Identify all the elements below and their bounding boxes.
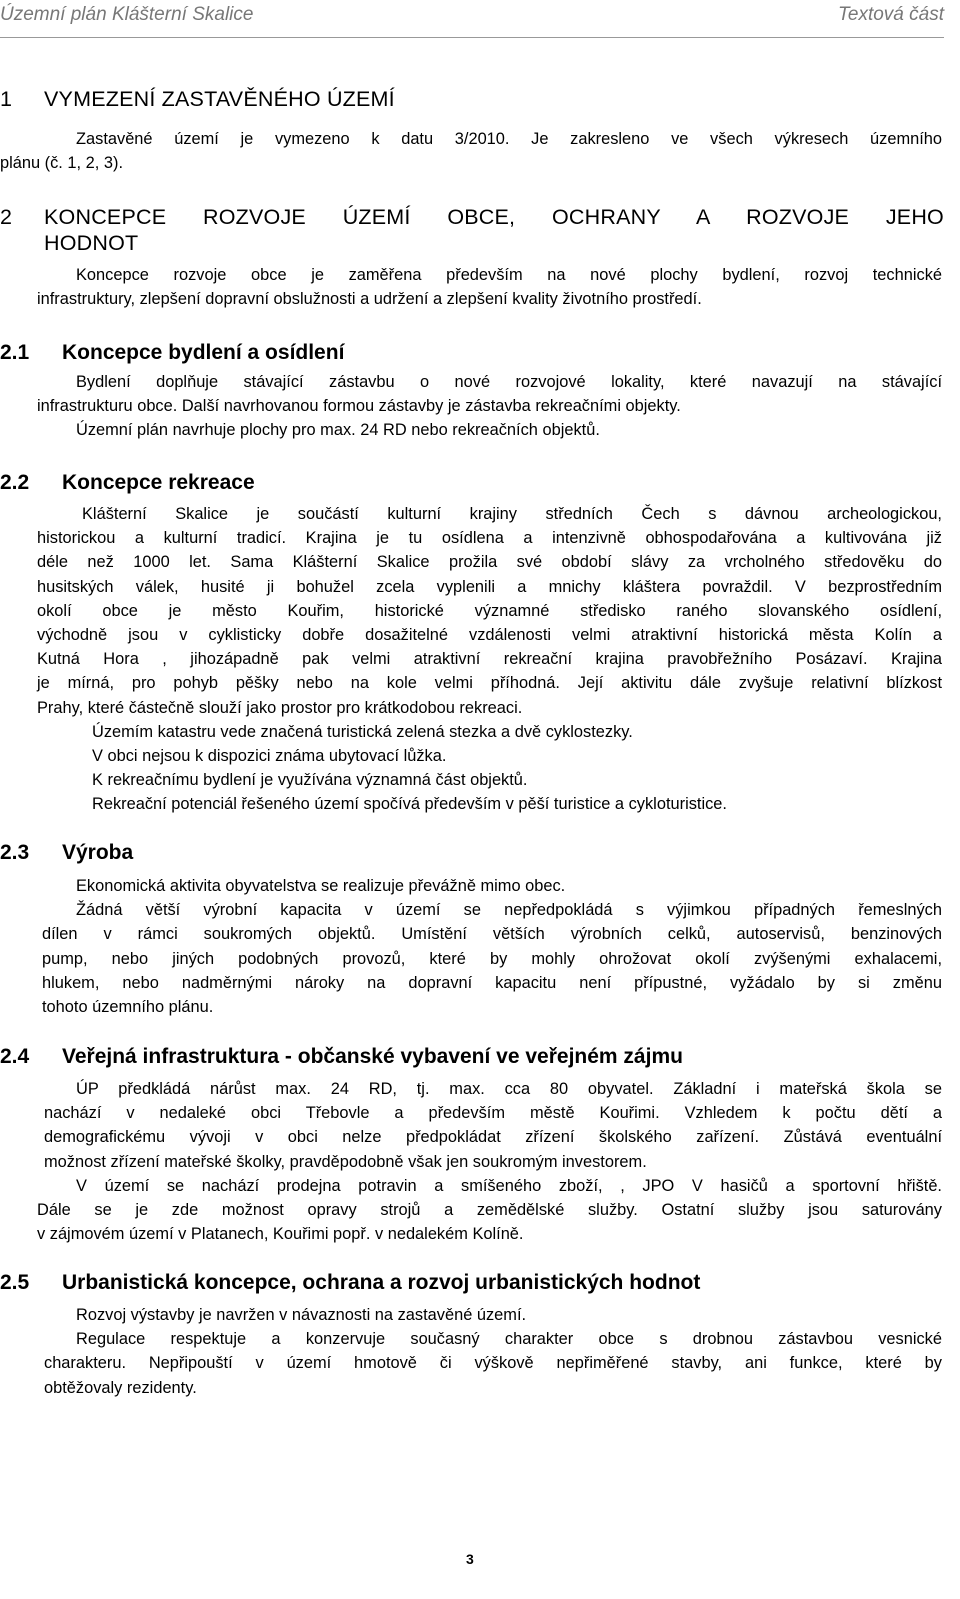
text-line: Bydlení doplňuje stávající zástavbu o nové rozvojové lokality, které navazují na stávající	[76, 373, 942, 391]
text-line: okolí obce je město Kouřim, historické významné středisko raného slovanského osídlení,	[37, 601, 942, 620]
heading-title: Urbanistická koncepce, ochrana a rozvoj urbanistických hodnot	[62, 1271, 701, 1294]
heading-section-1	[0, 86, 944, 112]
paragraph-s2	[37, 263, 942, 311]
heading-title-line: KONCEPCE ROZVOJE ÚZEMÍ OBCE, OCHRANY A ROZVOJE JEHO	[44, 205, 944, 229]
text-line: Koncepce rozvoje obce je zaměřena především na nové plochy bydlení, rozvoj technické	[76, 266, 942, 284]
text-line: nachází v nedaleké obci Třebovle a především městě Kouřimi. Vzhledem k počtu dětí a	[44, 1104, 942, 1123]
text-line: hlukem, nebo nadměrnými nároky na dopravní kapacitu není přípustné, vyžádalo by si změnu	[42, 973, 942, 992]
heading-section-2	[0, 204, 944, 256]
text-line: možnost zřízení mateřské školky, pravděpodobně však jen soukromým investorem.	[44, 1152, 647, 1171]
paragraph-s2-3	[42, 874, 942, 1019]
text-line: v zájmovém území v Platanech, Kouřimi popř. v nedalekém Kolíně.	[37, 1225, 524, 1244]
text-line: infrastrukturu obce. Další navrhovanou formou zástavby je zástavba rekreačními objekty.	[37, 397, 681, 416]
header-rule	[0, 37, 944, 38]
text-line: dílen v rámci soukromých objektů. Umístění větších výrobních celků, autoservisů, benzinových	[42, 925, 942, 944]
heading-title: Výroba	[62, 841, 134, 864]
text-line: infrastruktury, zlepšení dopravní obslužnosti a udržení a zlepšení kvality životního prostředí.	[37, 290, 702, 309]
heading-title: Koncepce rekreace	[62, 471, 255, 494]
text-line: Klášterní Skalice je součástí kulturní krajiny středních Čech s dávnou archeologickou,	[82, 505, 942, 523]
paragraph-s1	[0, 127, 942, 175]
text-line: Kutná Hora , jihozápadně pak velmi atraktivní rekreační krajina pravobřežního Posázaví. Krajina	[37, 650, 942, 669]
text-line: charakteru. Nepřipouští v území hmotově či výškově nepřiměřené stavby, ani funkce, které by	[44, 1354, 942, 1373]
paragraph-s2-4	[44, 1077, 942, 1174]
text-line: Rozvoj výstavby je navržen v návaznosti na zastavěné území.	[76, 1306, 527, 1324]
heading-number: 2.5	[0, 1271, 30, 1294]
text-line: husitských válek, husité ji bohužel zcela vyplenili a mnichy kláštera povraždil. V bezprostředním	[37, 577, 942, 596]
text-line: obtěžovaly rezidenty.	[44, 1378, 197, 1397]
text-line: Ekonomická aktivita obyvatelstva se realizuje převážně mimo obec.	[76, 877, 566, 895]
paragraph-s2-5	[44, 1303, 942, 1400]
text-line: Dále se je zde možnost opravy strojů a zemědělské služby. Ostatní služby jsou saturovány	[37, 1201, 942, 1220]
heading-number: 2.1	[0, 341, 30, 364]
text-line: Územím katastru vede značená turistická zelená stezka a dvě cyklostezky.	[92, 722, 633, 741]
page-header	[0, 4, 944, 38]
text-line: demografickému vývoji v obci nelze předpokládat zřízení školského zařízení. Zůstává eventuální	[44, 1128, 942, 1147]
text-line: K rekreačnímu bydlení je využívána významná část objektů.	[92, 771, 528, 790]
text-line: V území se nachází prodejna potravin a smíšeného zboží, , JPO V hasičů a sportovní hřiště.	[76, 1177, 942, 1195]
text-line: Rekreační potenciál řešeného území spočívá především v pěší turistice a cykloturistice.	[92, 795, 727, 814]
paragraph-s2-2	[37, 502, 942, 817]
text-line: Regulace respektuje a konzervuje současný charakter obce s drobnou zástavbou vesnické	[76, 1330, 942, 1349]
heading-title: VYMEZENÍ ZASTAVĚNÉHO ÚZEMÍ	[44, 87, 395, 111]
text-line: historickou a kulturní tradicí. Krajina je tu osídlena a intenzivně obhospodařována a kultivována již	[37, 529, 942, 548]
text-line: tohoto územního plánu.	[42, 998, 214, 1017]
text-line: V obci nejsou k dispozici známa ubytovací lůžka.	[92, 747, 447, 766]
text-line: pump, nebo jiných podobných provozů, které by mohly ohrožovat okolí zvýšenými exhalacemi,	[42, 949, 942, 968]
heading-number: 2.3	[0, 841, 30, 864]
text-line: ÚP předkládá nárůst max. 24 RD, tj. max. cca 80 obyvatel. Základní i mateřská škola se	[76, 1080, 942, 1098]
text-line: Zastavěné území je vymezeno k datu 3/2010. Je zakresleno ve všech výkresech územního	[76, 130, 942, 148]
heading-title: Koncepce bydlení a osídlení	[62, 341, 345, 364]
page-number: 3	[466, 1551, 474, 1567]
header-document-title: Územní plán Klášterní Skalice	[0, 4, 254, 25]
text-line: plánu (č. 1, 2, 3).	[0, 154, 123, 173]
text-line: déle než 1000 let. Sama Klášterní Skalice prožila své období slávy za vrcholného středověku do	[37, 553, 942, 572]
heading-number: 2	[0, 205, 13, 229]
paragraph-s2-4b	[37, 1174, 942, 1247]
heading-number: 1	[0, 87, 13, 111]
heading-title: Veřejná infrastruktura - občanské vybavení ve veřejném zájmu	[62, 1045, 683, 1068]
text-line: Územní plán navrhuje plochy pro max. 24 RD nebo rekreačních objektů.	[76, 421, 600, 440]
paragraph-s2-1	[37, 370, 942, 443]
text-line: je mírná, pro pohyb pěšky nebo na kole velmi příhodná. Její aktivitu dále zvyšuje relativní blízkost	[37, 674, 942, 693]
heading-number: 2.4	[0, 1045, 30, 1068]
heading-number: 2.2	[0, 471, 30, 494]
text-line: východně jsou v cyklisticky dobře dosažitelné vzdálenosti velmi atraktivní historická města Kolín a	[37, 626, 942, 645]
heading-title-line: HODNOT	[44, 231, 139, 255]
text-line: Žádná větší výrobní kapacita v území se nepředpokládá s výjimkou případných řemeslných	[76, 901, 942, 920]
header-section-label: Textová část	[838, 4, 944, 25]
text-line: Prahy, které částečně slouží jako prostor pro krátkodobou rekreaci.	[37, 698, 523, 717]
